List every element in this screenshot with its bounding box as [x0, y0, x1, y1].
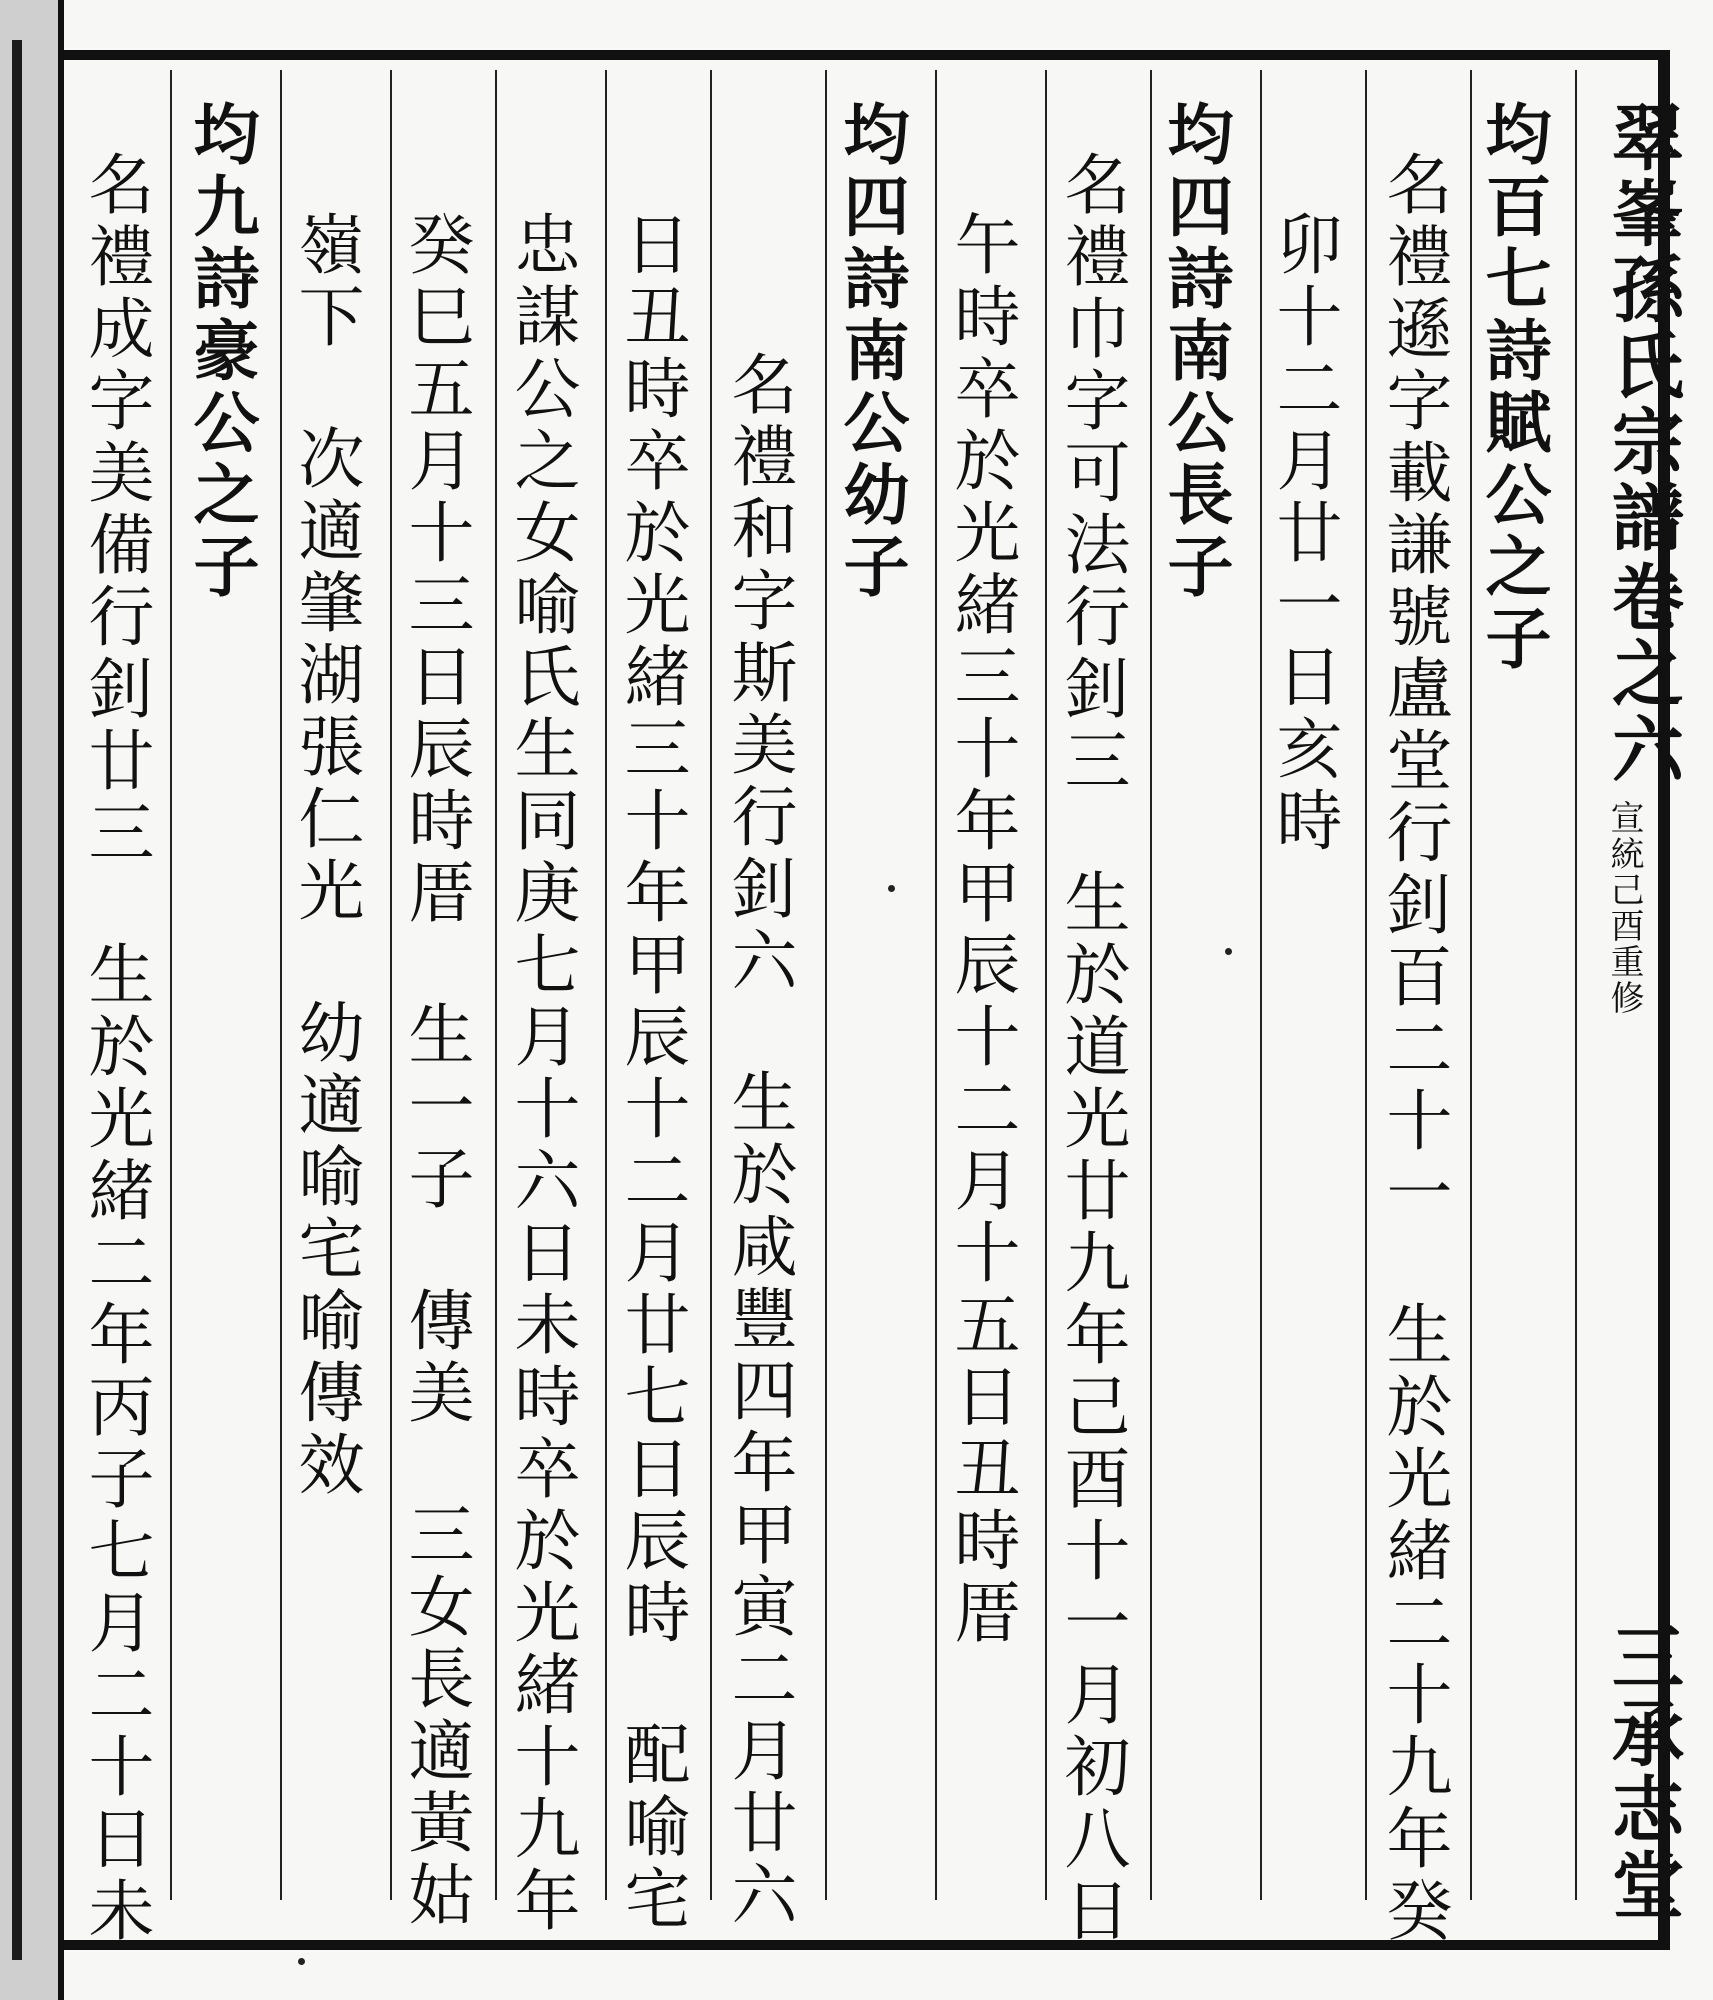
entry-spouse-detail: [397, 210, 474, 1932]
column-rule: [1365, 70, 1367, 1900]
entry-heading: 均百七詩賦公之子: [1474, 100, 1552, 676]
column-rule: [170, 70, 172, 1900]
daughter-second: 次適肇湖張仁光: [287, 424, 364, 928]
column-rule: [1260, 70, 1262, 1900]
entry-heading: 均四詩南公長子: [1156, 100, 1234, 604]
entry-name: 名禮遜字載謙號盧堂行釗百二十一: [1375, 150, 1452, 1230]
entry-continuation: 午時卒於光緒三十年甲辰十二月十五日丑時厝: [943, 210, 1020, 1650]
daughters: 三女長適黃姑: [397, 1500, 474, 1932]
children-count: 生一子: [397, 1000, 474, 1216]
volume-label: 卷之六: [1600, 560, 1685, 788]
column-rule: [1575, 70, 1577, 1900]
column-rule: [605, 70, 607, 1900]
entry-spouse-detail: 忠謀公之女喻氏生同庚七月十六日未時卒於光緒十九年: [503, 210, 580, 1938]
ink-dot: [888, 885, 895, 892]
column-rule: [935, 70, 937, 1900]
hall-name: 三承志堂: [1600, 1620, 1685, 1924]
gutter-rule: [12, 40, 22, 1960]
column-rule: [280, 70, 282, 1900]
edition-note: 宣統己酉重修: [1604, 800, 1644, 1016]
ink-dot: [298, 1958, 305, 1965]
entry-name: 名禮巾字可法行釗三: [1053, 150, 1130, 798]
column-rule: [1470, 70, 1472, 1900]
column-rule: [825, 70, 827, 1900]
entry-birth: 生於光緒二十九年癸: [1375, 1300, 1452, 1948]
ink-dot: [1225, 948, 1232, 955]
column-rule: [390, 70, 392, 1900]
column-rule: [1045, 70, 1047, 1900]
entry-spouse: 配喻宅: [613, 1720, 690, 1936]
entry-name-line: [1375, 150, 1452, 1948]
daughter-place: 嶺下: [287, 210, 364, 354]
entry-death: 日丑時卒於光緒三十年甲辰十二月廿七日辰時: [613, 210, 690, 1650]
entry-name-line: [720, 350, 797, 1932]
entry-birth: 生於道光廿九年己酉十一月初八日: [1053, 868, 1130, 1948]
entry-continuation: [613, 210, 690, 1936]
column-rule: [1150, 70, 1152, 1900]
entry-name: 名禮和字斯美行釗六: [720, 350, 797, 998]
genealogy-title: 翠峯孫氏宗譜: [1600, 100, 1685, 556]
binding-gutter: [0, 0, 64, 2000]
entry-heading: 均四詩南公幼子: [832, 100, 910, 604]
entry-heading: 均九詩豪公之子: [182, 100, 260, 604]
spouse-death: 癸巳五月十三日辰時厝: [397, 210, 474, 930]
column-rule: [495, 70, 497, 1900]
entry-name-line: [1053, 150, 1130, 1948]
entry-name-line: [77, 150, 154, 1948]
daughter-youngest: 幼適喻宅喻傳效: [287, 998, 364, 1502]
column-rule: [710, 70, 712, 1900]
entry-birth: 生於咸豐四年甲寅二月廿六: [720, 1068, 797, 1932]
entry-continuation: 卯十二月廿一日亥時: [1265, 210, 1342, 858]
son-name: 傳美: [397, 1286, 474, 1430]
entry-birth: 生於光緒二年丙子七月二十日未: [77, 940, 154, 1948]
entry-daughters-detail: [287, 210, 364, 1502]
entry-name: 名禮成字美備行釗廿三: [77, 150, 154, 870]
